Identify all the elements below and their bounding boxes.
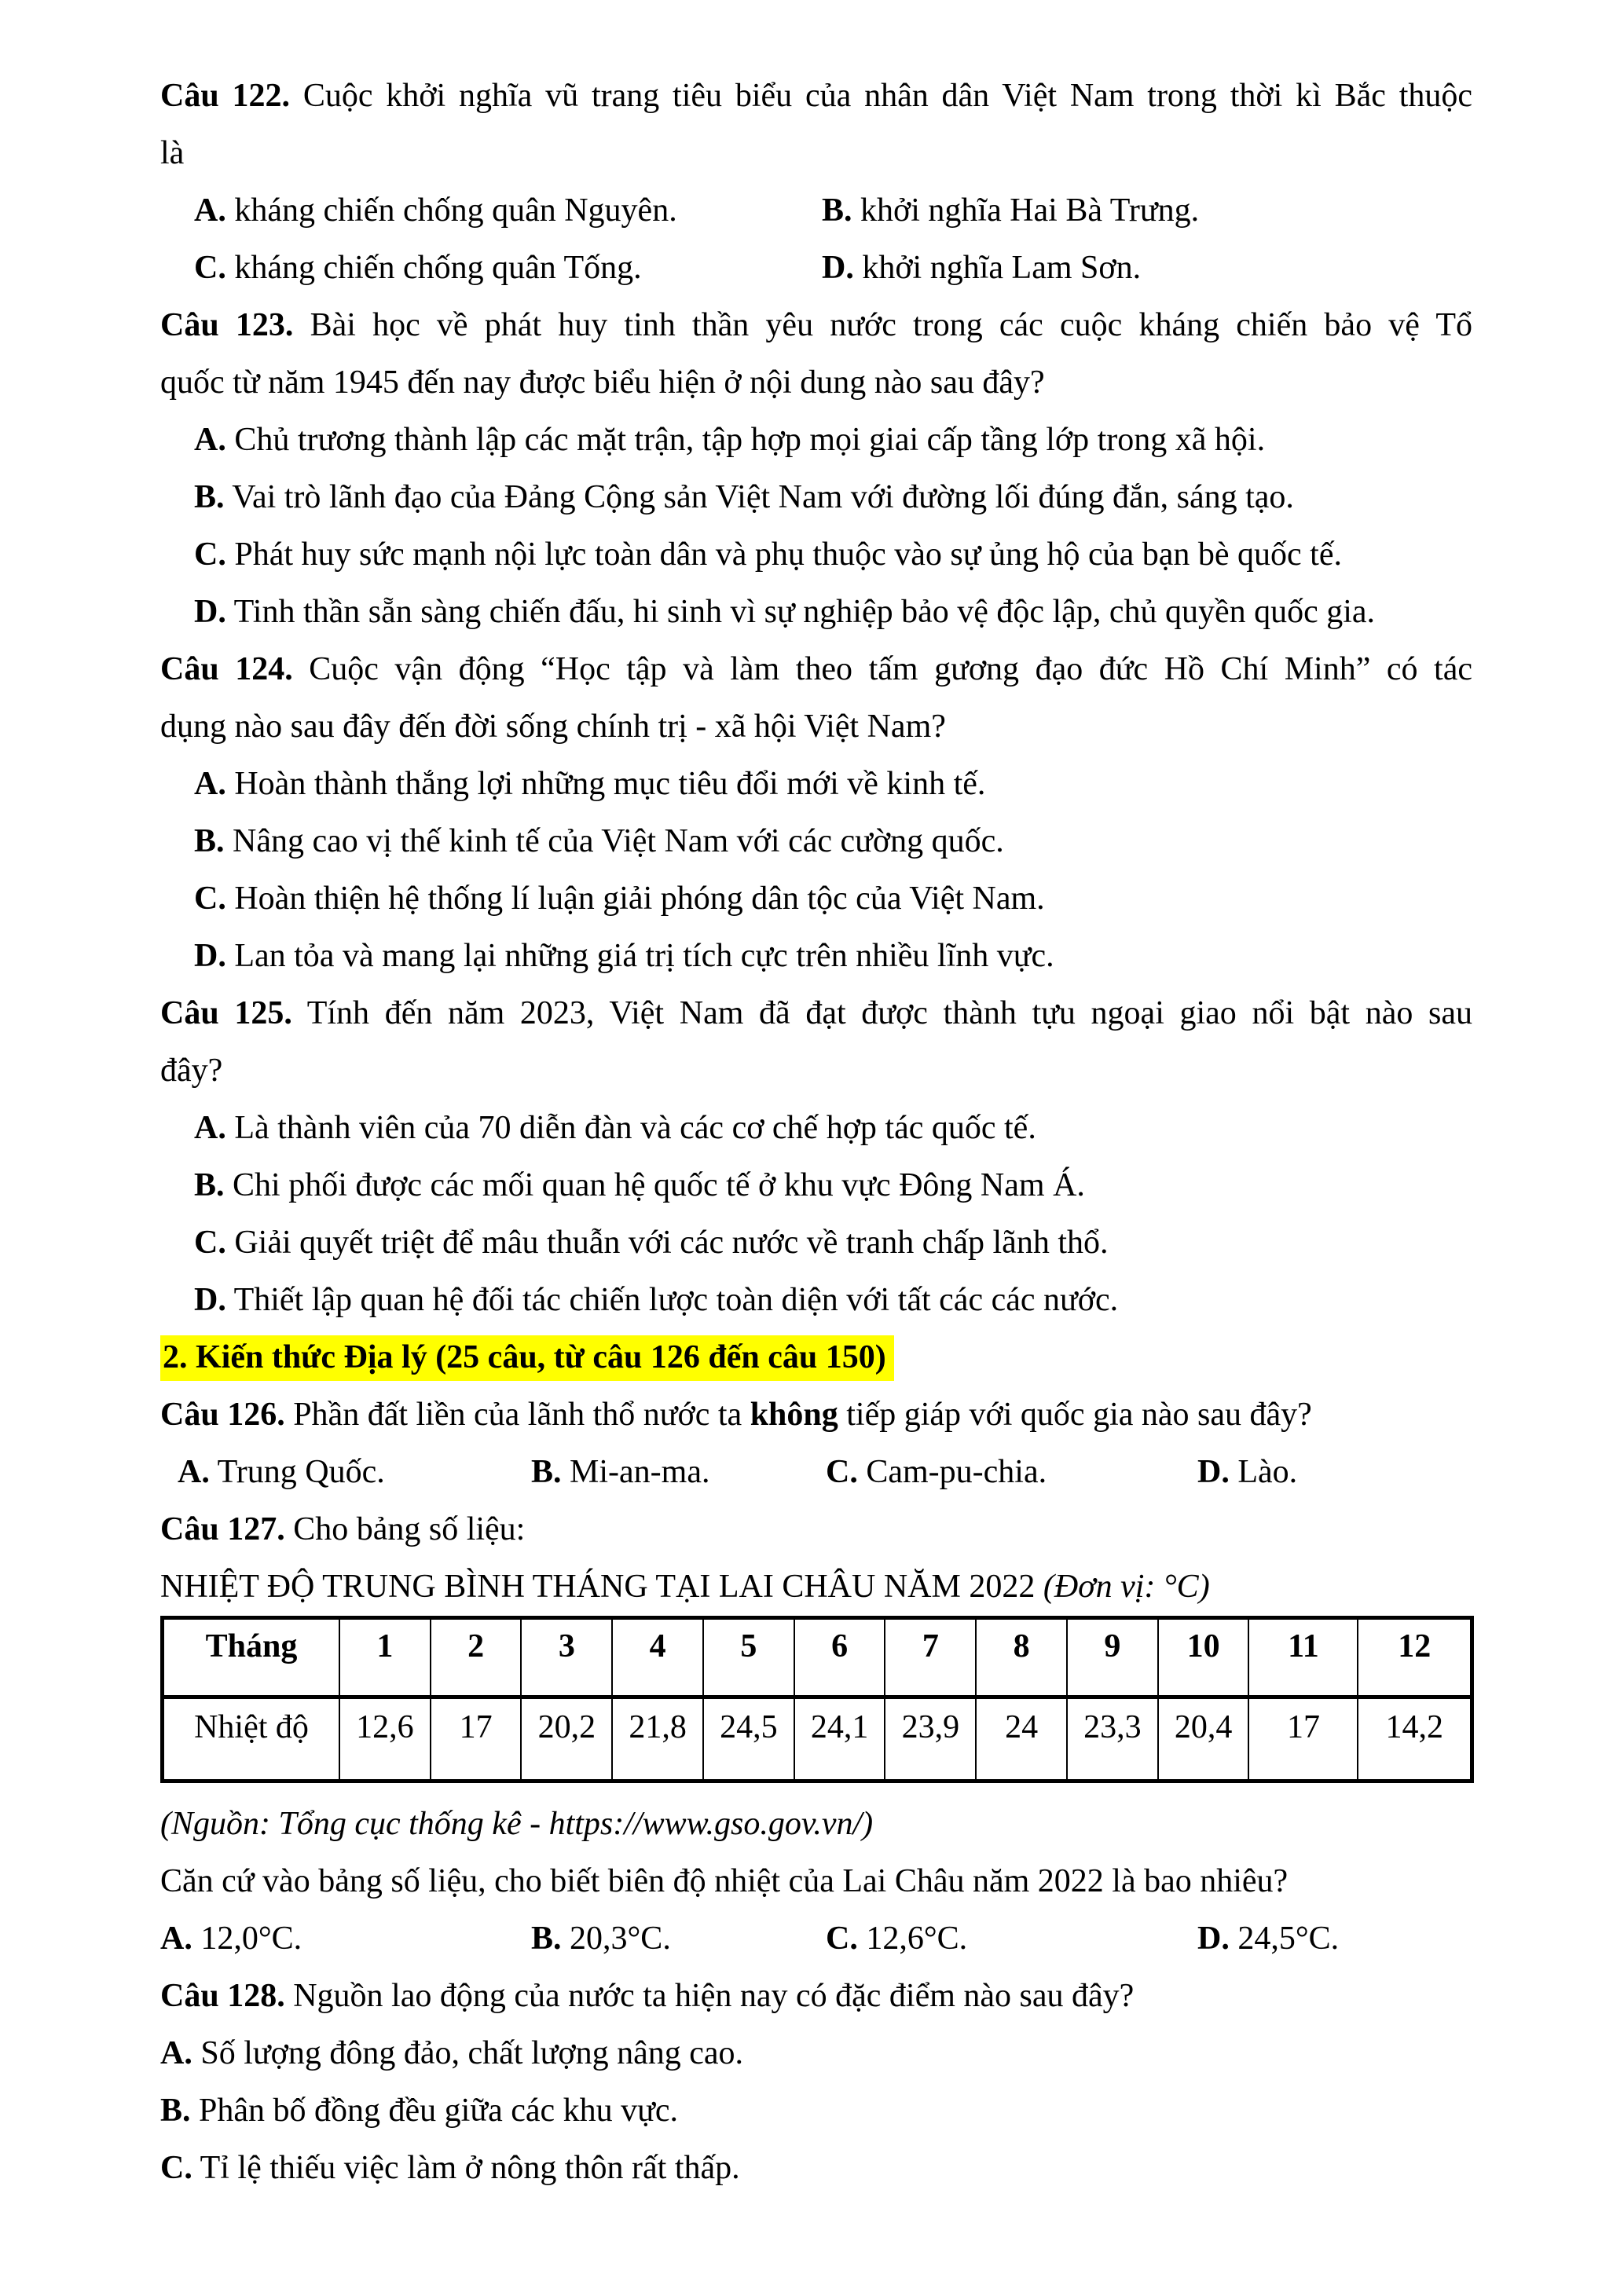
month-header-cell: 8: [976, 1618, 1067, 1697]
table-row-label: Nhiệt độ: [163, 1697, 339, 1782]
temperature-cell: 21,8: [612, 1697, 703, 1782]
question-number: Câu 128.: [160, 1978, 285, 2014]
question-125-option-c: [160, 1214, 1472, 1272]
option-label: B.: [194, 479, 225, 515]
question-124-option-c: [160, 870, 1472, 928]
month-header-cell: 10: [1158, 1618, 1249, 1697]
question-124-option-b: [160, 813, 1472, 870]
question-123-option-d: [160, 584, 1472, 641]
option-text: Hoàn thành thắng lợi những mục tiêu đổi mới về kinh tế.: [234, 766, 986, 802]
question-124-line-1: [160, 641, 1472, 698]
section-heading-line: [160, 1329, 1472, 1386]
option-text: 24,5°C.: [1237, 1921, 1340, 1957]
option-label: C.: [194, 250, 226, 286]
month-header-cell: 4: [612, 1618, 703, 1697]
option-label: B.: [194, 823, 225, 859]
question-number: Câu 127.: [160, 1511, 285, 1547]
option-label: B.: [822, 192, 852, 229]
question-number: Câu 126.: [160, 1397, 285, 1433]
option-label: A.: [194, 766, 226, 802]
month-header-cell: 11: [1248, 1618, 1358, 1697]
option-text: Trung Quốc.: [217, 1454, 385, 1490]
temperature-cell: 23,3: [1067, 1697, 1158, 1782]
section-heading: 2. Kiến thức Địa lý (25 câu, từ câu 126 đến câu 150): [160, 1335, 894, 1381]
option-label: C.: [826, 1921, 858, 1957]
question-126-line: [160, 1386, 1472, 1444]
question-125-line-1: [160, 985, 1472, 1042]
temperature-cell: 17: [1248, 1697, 1358, 1782]
question-128-option-b: [160, 2082, 1472, 2140]
temperature-cell: 20,2: [521, 1697, 612, 1782]
temperature-cell: 24,5: [703, 1697, 794, 1782]
option-label: A.: [194, 1110, 226, 1146]
month-header-cell: 5: [703, 1618, 794, 1697]
question-123-option-a: [160, 412, 1472, 469]
option-b: [822, 182, 1199, 240]
table-header-row: [163, 1618, 1472, 1697]
month-header-cell: 9: [1067, 1618, 1158, 1697]
question-text: Cuộc khởi nghĩa vũ trang tiêu biểu của nhân dân Việt Nam trong thời kì Bắc thuộc: [302, 78, 1472, 114]
temperature-cell: 24,1: [794, 1697, 885, 1782]
option-d: [822, 240, 1141, 297]
option-text: Hoàn thiện hệ thống lí luận giải phóng dân tộc của Việt Nam.: [234, 881, 1045, 917]
option-label: A.: [178, 1454, 210, 1490]
option-text: khởi nghĩa Lam Sơn.: [862, 250, 1142, 286]
temperature-cell: 23,9: [885, 1697, 976, 1782]
question-123-line-2: quốc từ năm 1945 đến nay được biểu hiện ở nội dung nào sau đây?: [160, 364, 1045, 401]
option-text: 12,6°C.: [866, 1921, 968, 1957]
question-125-option-d: [160, 1272, 1472, 1329]
table-title: NHIỆT ĐỘ TRUNG BÌNH THÁNG TẠI LAI CHÂU NĂM 2022: [160, 1569, 1036, 1605]
table-unit-note: (Đơn vị: °C): [1043, 1569, 1210, 1605]
month-header-cell: 7: [885, 1618, 976, 1697]
option-text: Mi-an-ma.: [570, 1454, 710, 1490]
question-128-line: [160, 1968, 1472, 2025]
option-b: [531, 1444, 709, 1501]
question-125-option-b: [160, 1157, 1472, 1214]
option-text: kháng chiến chống quân Nguyên.: [234, 192, 677, 229]
option-text: 12,0°C.: [200, 1921, 302, 1957]
question-124-line-2: dụng nào sau đây đến đời sống chính trị - xã hội Việt Nam?: [160, 709, 946, 745]
option-label: D.: [822, 250, 854, 286]
question-127-options-row: [160, 1910, 1472, 1968]
question-127-line: [160, 1501, 1472, 1558]
month-header-cell: 2: [431, 1618, 522, 1697]
question-125-option-a: [160, 1100, 1472, 1157]
option-text: 20,3°C.: [570, 1921, 671, 1957]
option-label: A.: [194, 192, 226, 229]
option-label: B.: [194, 1167, 225, 1203]
question-122-line-1: [160, 68, 1472, 125]
temperature-cell: 12,6: [339, 1697, 431, 1782]
temperature-cell: 14,2: [1358, 1697, 1472, 1782]
question-123-line-1: [160, 297, 1472, 354]
option-text: Lào.: [1237, 1454, 1298, 1490]
option-text: Nâng cao vị thế kinh tế của Việt Nam với các cường quốc.: [233, 823, 1004, 859]
question-text-bold: không: [750, 1397, 838, 1433]
question-122-options-row-2: [160, 240, 1472, 297]
temperature-cell: 24: [976, 1697, 1067, 1782]
option-text: Thiết lập quan hệ đối tác chiến lược toàn diện với tất các các nước.: [233, 1282, 1119, 1318]
table-values-row: [163, 1697, 1472, 1782]
question-text: Cuộc vận động “Học tập và làm theo tấm gương đạo đức Hồ Chí Minh” có tác: [309, 651, 1472, 687]
option-text: Là thành viên của 70 diễn đàn và các cơ chế hợp tác quốc tế.: [234, 1110, 1036, 1146]
month-header-cell: 6: [794, 1618, 885, 1697]
question-number: Câu 124.: [160, 651, 293, 687]
table-corner-cell: Tháng: [163, 1618, 339, 1697]
option-text: Tỉ lệ thiếu việc làm ở nông thôn rất thấp.: [200, 2150, 740, 2186]
option-d: [1197, 1910, 1339, 1968]
temperature-table: [160, 1616, 1474, 1783]
option-text: Lan tỏa và mang lại những giá trị tích cực trên nhiều lĩnh vực.: [234, 938, 1054, 974]
question-126-options-row: [160, 1444, 1472, 1501]
option-d: [1197, 1444, 1297, 1501]
month-header-cell: 12: [1358, 1618, 1472, 1697]
option-label: A.: [160, 1921, 192, 1957]
question-number: Câu 125.: [160, 995, 292, 1031]
question-125-line-2: đây?: [160, 1053, 223, 1089]
option-label: C.: [194, 1225, 226, 1261]
option-text: Phân bố đồng đều giữa các khu vực.: [199, 2093, 679, 2129]
option-label: B.: [531, 1454, 562, 1490]
option-label: B.: [160, 2093, 191, 2129]
question-text: Bài học về phát huy tinh thần yêu nước trong các cuộc kháng chiến bảo vệ Tổ: [310, 307, 1472, 343]
question-text-post: tiếp giáp với quốc gia nào sau đây?: [846, 1397, 1312, 1433]
question-122-line-2: là: [160, 135, 185, 171]
month-header-cell: 1: [339, 1618, 431, 1697]
option-text: Chủ trương thành lập các mặt trận, tập hợp mọi giai cấp tầng lớp trong xã hội.: [234, 422, 1266, 458]
question-127-prompt: Căn cứ vào bảng số liệu, cho biết biên độ nhiệt của Lai Châu năm 2022 là bao nhiêu?: [160, 1863, 1289, 1899]
option-c: [826, 1910, 967, 1968]
option-label: C.: [194, 536, 226, 573]
question-text: Tính đến năm 2023, Việt Nam đã đạt được thành tựu ngoại giao nổi bật nào sau: [306, 995, 1472, 1031]
option-label: C.: [826, 1454, 858, 1490]
option-label: D.: [194, 938, 226, 974]
option-a: [194, 182, 677, 240]
option-a: [178, 1444, 385, 1501]
table-source: (Nguồn: Tổng cục thống kê - https://www.gso.gov.vn/): [160, 1806, 874, 1842]
question-124-option-d: [160, 928, 1472, 985]
option-text: Vai trò lãnh đạo của Đảng Cộng sản Việt Nam với đường lối đúng đắn, sáng tạo.: [232, 479, 1294, 515]
option-text: Chi phối được các mối quan hệ quốc tế ở khu vực Đông Nam Á.: [233, 1167, 1085, 1203]
question-128-option-a: [160, 2025, 1472, 2082]
page-content: [160, 68, 1472, 2197]
temperature-cell: 17: [431, 1697, 522, 1782]
question-123-option-b: [160, 469, 1472, 526]
option-c: [826, 1444, 1047, 1501]
question-text: Nguồn lao động của nước ta hiện nay có đặc điểm nào sau đây?: [293, 1978, 1135, 2014]
question-number: Câu 123.: [160, 307, 294, 343]
option-text: Cam-pu-chia.: [866, 1454, 1047, 1490]
option-label: C.: [160, 2150, 192, 2186]
option-label: D.: [1197, 1454, 1230, 1490]
option-text: Giải quyết triệt để mâu thuẫn với các nước về tranh chấp lãnh thổ.: [234, 1225, 1109, 1261]
temperature-cell: 20,4: [1158, 1697, 1249, 1782]
option-b: [531, 1910, 671, 1968]
option-text: Phát huy sức mạnh nội lực toàn dân và phụ thuộc vào sự ủng hộ của bạn bè quốc tế.: [234, 536, 1342, 573]
option-text: kháng chiến chống quân Tống.: [234, 250, 642, 286]
option-text: Tinh thần sẵn sàng chiến đấu, hi sinh vì sự nghiệp bảo vệ độc lập, chủ quyền quốc gia.: [233, 594, 1376, 630]
option-text: khởi nghĩa Hai Bà Trưng.: [860, 192, 1200, 229]
option-label: D.: [194, 1282, 226, 1318]
table-title-line: [160, 1558, 1472, 1616]
question-124-option-a: [160, 756, 1472, 813]
question-128-option-c: [160, 2140, 1472, 2197]
option-label: A.: [160, 2035, 192, 2071]
question-text: Cho bảng số liệu:: [293, 1511, 526, 1547]
question-123-option-c: [160, 526, 1472, 584]
question-122-options-row-1: [160, 182, 1472, 240]
month-header-cell: 3: [521, 1618, 612, 1697]
option-label: D.: [194, 594, 226, 630]
option-label: B.: [531, 1921, 562, 1957]
option-label: A.: [194, 422, 226, 458]
question-number: Câu 122.: [160, 78, 291, 114]
option-label: C.: [194, 881, 226, 917]
question-text-pre: Phần đất liền của lãnh thổ nước ta: [293, 1397, 742, 1433]
option-label: D.: [1197, 1921, 1230, 1957]
option-text: Số lượng đông đảo, chất lượng nâng cao.: [200, 2035, 744, 2071]
option-c: [194, 240, 642, 297]
option-a: [160, 1910, 302, 1968]
